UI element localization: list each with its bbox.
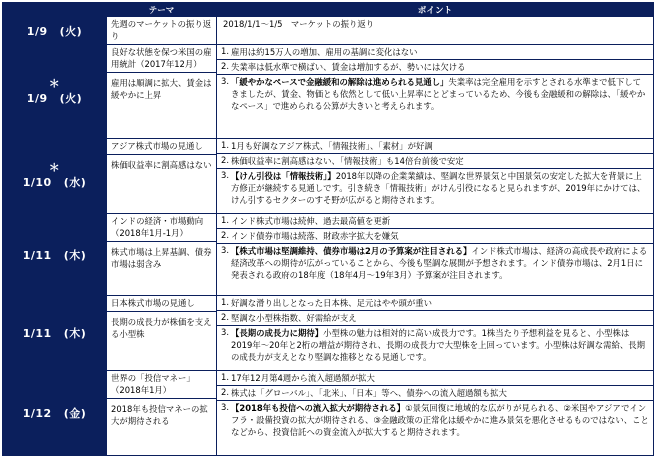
date-cell <box>3 296 107 371</box>
point-number: 1. <box>221 215 229 225</box>
point-number: 1. <box>221 140 229 150</box>
point-body: 小型株の魅力は相対的に高い成長力です。1株当たり予想利益を見ると、小型株は2019年～20年と2桁の増益が期待され、長期の成長力で大型株を上回っています。小型株は好調な需給、長期の成長力が支えとなり堅調な推移となる見通しです。 <box>231 328 646 362</box>
theme-subtitle: 長期の成長力が株価を支える小型株 <box>111 317 212 339</box>
point-emphasis: 【株式市場は堅調維持、債券市場は2月の予算案が注目される】 <box>231 246 472 256</box>
point-item <box>217 371 653 386</box>
point-body: 堅調な小型株指数、好需給が支え <box>231 313 357 323</box>
weekday-label: (木) <box>63 327 87 340</box>
point-text <box>231 326 653 364</box>
weekday-label: (水) <box>63 176 87 189</box>
point-text <box>231 296 653 310</box>
points-cell <box>217 17 654 45</box>
point-number: 3. <box>221 327 229 337</box>
date-label: 1/11 <box>22 327 52 340</box>
point-item <box>217 139 653 154</box>
point-emphasis: 【2018年も投信への流入拡大が期待される】 <box>231 403 406 413</box>
point-body: インド株式市場は続伸、過去最高値を更新 <box>231 216 391 226</box>
header-date <box>3 3 107 17</box>
point-text <box>231 386 653 400</box>
point-number: 2. <box>221 230 229 240</box>
date-cell <box>3 45 107 139</box>
point-body: 2018/1/1～1/5 マーケットの振り返り <box>223 19 375 29</box>
point-item <box>217 386 653 401</box>
point-body: 2018年以降の企業業績は、堅調な世界景気と中国景気の安定した拡大を背景に上方修正が継続する見通しです。引き続き「情報技術」がけん引役になると見られますが、2019年にかけては、けん引するセクターのすそ野が広がると期待されます。 <box>231 171 646 205</box>
theme-cell <box>107 214 217 296</box>
point-text <box>231 139 653 153</box>
point-item <box>217 214 653 229</box>
point-number: 1. <box>221 46 229 56</box>
point-body: 失業率は完全雇用を示すとされる水準まで低下してきましたが、賃金、物価とも依然として低い上昇率にとどまっているため、今後も金融緩和の解除は、「緩やかなペース」で進められる公算が大きいと考えられます。 <box>231 77 646 111</box>
point-body: 好調な滑り出しとなった日本株、足元はやや頭が重い <box>231 298 432 308</box>
theme-title: 先週のマーケットの振り返り <box>111 19 212 41</box>
theme-cell <box>107 371 217 456</box>
point-number: 1. <box>221 372 229 382</box>
point-body: 株価収益率に割高感はない、「情報技術」も14倍台前後で安定 <box>231 156 464 166</box>
point-item <box>217 169 653 207</box>
point-text <box>231 311 653 325</box>
weekday-label: (火) <box>59 24 83 38</box>
date-cell <box>3 371 107 456</box>
point-number: 3. <box>221 170 229 180</box>
point-item <box>217 296 653 311</box>
point-body: インド債券市場は続落、財政赤字拡大を嫌気 <box>231 231 399 241</box>
point-text <box>231 244 653 282</box>
point-text <box>231 60 653 74</box>
point-body: 17年12月第4週から流入超過額が拡大 <box>231 373 375 383</box>
point-item <box>217 75 653 113</box>
theme-title: 日本株式市場の見通し <box>107 296 216 312</box>
table-row[interactable] <box>3 214 654 296</box>
date-label: 1/10 <box>22 176 52 189</box>
point-number: 3. <box>221 402 229 412</box>
table-row[interactable] <box>3 296 654 371</box>
point-number: 1. <box>221 297 229 307</box>
theme-title: 世界の「投信マネー」（2018年1月） <box>107 371 216 399</box>
table-row[interactable] <box>3 371 654 456</box>
theme-subtitle: 株式市場は上昇基調、債券市場は弱含み <box>111 247 212 269</box>
point-text <box>231 154 653 168</box>
point-number: 2. <box>221 155 229 165</box>
points-cell <box>217 139 654 214</box>
star-mark: ＊ <box>48 161 61 174</box>
point-body: 失業率は低水準で横ばい、賃金は増加するが、勢いには欠ける <box>231 62 466 72</box>
point-body: 株式は「グローバル」、「北米」、「日本」等へ、債券への流入超過額も拡大 <box>231 388 507 398</box>
point-item <box>217 45 653 60</box>
points-cell <box>217 371 654 456</box>
point-number: 2. <box>221 387 229 397</box>
point-text <box>231 401 653 439</box>
date-label: 1/12 <box>22 407 52 420</box>
date-label: 1/9 <box>26 91 48 105</box>
point-item <box>217 17 653 31</box>
date-cell <box>3 17 107 45</box>
theme-cell <box>107 139 217 214</box>
point-number: 3. <box>221 245 229 255</box>
point-body: 雇用は約15万人の増加、雇用の基調に変化はない <box>231 47 418 57</box>
point-text <box>231 169 653 207</box>
table-row[interactable] <box>3 139 654 214</box>
point-item <box>217 60 653 75</box>
date-label: 1/11 <box>22 248 52 262</box>
point-item <box>217 401 653 439</box>
header-point: ポイント <box>217 3 654 17</box>
point-text <box>231 45 653 59</box>
theme-title: アジア株式市場の見通し <box>107 139 216 155</box>
point-number: 3. <box>221 76 229 86</box>
point-item <box>217 154 653 169</box>
point-body: ①景気回復に地域的な広がりが見られる、②米国やアジアでインフラ・設備投資の拡大が期待される、③金融政策の正常化は緩やかに進み景気を悪化させるものではない、ことなどから、投資信託への資金流入が拡大すると期待されます。 <box>231 403 649 437</box>
date-cell <box>3 139 107 214</box>
theme-title: インドの経済・市場動向（2018年1月-1月） <box>107 214 216 242</box>
table-row[interactable] <box>3 17 654 45</box>
weekday-label: (金) <box>63 407 87 420</box>
table-header-row <box>3 3 654 17</box>
date-label: 1/9 <box>26 24 48 38</box>
theme-cell <box>107 296 217 371</box>
point-body: 1月も好調なアジア株式、「情報技術」、「素材」が好調 <box>231 141 433 151</box>
weekday-label: (火) <box>59 91 83 105</box>
points-cell <box>217 45 654 139</box>
points-cell <box>217 296 654 371</box>
point-emphasis: 【けん引役は「情報技術」】 <box>231 171 336 181</box>
theme-cell <box>107 45 217 139</box>
point-item <box>217 244 653 282</box>
point-number: 2. <box>221 312 229 322</box>
report-schedule-table <box>2 2 654 456</box>
point-item <box>217 326 653 364</box>
weekday-label: (木) <box>63 248 87 262</box>
point-item <box>217 311 653 326</box>
date-cell <box>3 214 107 296</box>
point-body: インド株式市場は、経済の高成長や政府による経済改革への期待が広がっていることから、今後も堅調な展開が予想されます。インド債券市場は、2月1日に発表される政府の18年度（18年4月～19年3月）予算案が注目されます。 <box>231 246 648 280</box>
point-number: 2. <box>221 61 229 71</box>
point-item <box>217 229 653 244</box>
points-cell <box>217 214 654 296</box>
theme-cell <box>107 17 217 45</box>
theme-title: 良好な状態を保つ米国の雇用統計（2017年12月） <box>107 45 216 73</box>
theme-subtitle: 株価収益率に割高感はない <box>111 160 212 170</box>
star-mark: ＊ <box>48 76 61 90</box>
point-text <box>231 229 653 243</box>
point-text <box>231 75 653 113</box>
point-emphasis: 【長期の成長力に期待】 <box>231 328 324 338</box>
theme-subtitle: 雇用は順調に拡大、賃金は緩やかに上昇 <box>111 78 212 100</box>
table-row[interactable] <box>3 45 654 139</box>
point-text <box>231 214 653 228</box>
point-text <box>231 371 653 385</box>
point-emphasis: 「緩やかなペースで金融緩和の解除は進められる見通し」 <box>231 77 449 87</box>
theme-subtitle: 2018年も投信マネーの拡大が期待される <box>111 404 208 426</box>
header-theme: テーマ <box>107 3 217 17</box>
point-text <box>223 17 653 31</box>
